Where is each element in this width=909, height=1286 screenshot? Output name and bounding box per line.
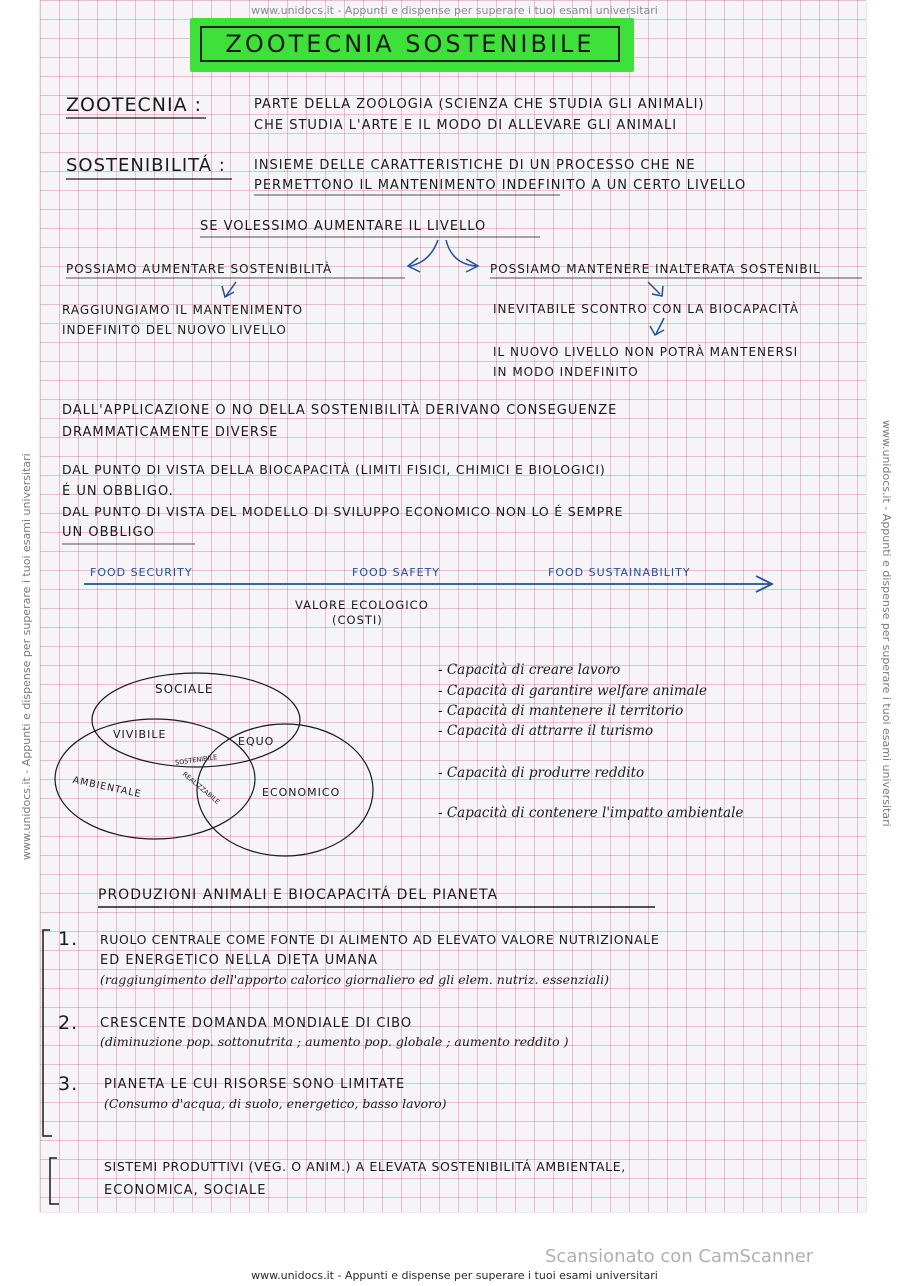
venn-label-realizzabile: REALIZZABILE [180, 770, 222, 806]
item3-line2: (Consumo d'acqua, di suolo, energetico, basso lavoro) [104, 1096, 447, 1111]
timeline-item-food-sustainability: FOOD SUSTAINABILITY [548, 566, 691, 579]
left-result-line1: RAGGIUNGIAMO IL MANTENIMENTO [62, 303, 304, 317]
last-line1: SISTEMI PRODUTTIVI (VEG. O ANIM.) A ELEVATA SOSTENIBILITÁ AMBIENTALE, [104, 1159, 626, 1174]
item3-line1: PIANETA LE CUI RISORSE SONO LIMITATE [104, 1077, 406, 1092]
item1-line1: RUOLO CENTRALE COME FONTE DI ALIMENTO AD ELEVATO VALORE NUTRIZIONALE [100, 932, 660, 947]
capacity-item: - Capacità di contenere l'impatto ambientale [438, 805, 744, 821]
branch-right: POSSIAMO MANTENERE INALTERATA SOSTENIBIL [490, 262, 821, 276]
bracket-list [43, 930, 52, 1136]
zootecnia-def-line1: PARTE DELLA ZOOLOGIA (SCIENZA CHE STUDIA GLI ANIMALI) [254, 97, 705, 112]
capacity-item: - Capacità di creare lavoro [438, 662, 621, 678]
capacity-item: - Capacità di garantire welfare animale [438, 683, 708, 699]
consequence-line2: DRAMMATICAMENTE DIVERSE [62, 425, 279, 440]
right-result-line3: IN MODO INDEFINITO [493, 365, 639, 379]
sostenibilita-def-line1: INSIEME DELLE CARATTERISTICHE DI UN PROCESSO CHE NE [254, 158, 696, 173]
capacity-item: - Capacità di attrarre il turismo [438, 723, 654, 739]
timeline-item-food-safety: FOOD SAFETY [352, 566, 441, 579]
watermark-right: www.unidocs.it - Appunti e dispense per superare i tuoi esami universitari [880, 420, 893, 827]
venn-label-ambientale: AMBIENTALE [71, 774, 143, 801]
zootecnia-term: ZOOTECNIA : [66, 94, 203, 116]
venn-label-sociale: SOCIALE [155, 682, 214, 696]
biocapacity-line2: É UN OBBLIGO. [62, 484, 174, 499]
item3-number: 3. [58, 1073, 79, 1095]
item2-line2: (diminuzione pop. sottonutrita ; aumento pop. globale ; aumento reddito ) [100, 1034, 569, 1049]
venn-label-vivibile: VIVIBILE [113, 728, 167, 741]
arrow-down-right1 [648, 282, 660, 294]
timeline-below-line1: VALORE ECOLOGICO [295, 598, 429, 612]
economic-line2: UN OBBLIGO [62, 525, 155, 540]
capacity-item: - Capacità di produrre reddito [438, 765, 645, 781]
right-result-line1: INEVITABILE SCONTRO CON LA BIOCAPACITÀ [493, 302, 800, 316]
economic-line1: DAL PUNTO DI VISTA DEL MODELLO DI SVILUPPO ECONOMICO NON LO É SEMPRE [62, 504, 624, 519]
sostenibilita-def-line2: PERMETTONO IL MANTENIMENTO INDEFINITO A UN CERTO LIVELLO [254, 178, 747, 193]
venn-label-equo: EQUO [238, 735, 275, 748]
timeline-item-food-security: FOOD SECURITY [90, 566, 193, 579]
biocapacity-line1: DAL PUNTO DI VISTA DELLA BIOCAPACITÀ (LIMITI FISICI, CHIMICI E BIOLOGICI) [62, 462, 606, 477]
scanner-mark: Scansionato con CamScanner [545, 1246, 814, 1267]
item1-number: 1. [58, 928, 79, 950]
venn-circle-ambientale [55, 719, 255, 839]
right-result-line2: IL NUOVO LIVELLO NON POTRÀ MANTENERSI [493, 345, 799, 359]
consequence-line1: DALL'APPLICAZIONE O NO DELLA SOSTENIBILITÀ DERIVANO CONSEGUENZE [62, 403, 618, 418]
venn-label-sostenibile: SOSTENIBILE [174, 753, 218, 767]
watermark-bottom: www.unidocs.it - Appunti e dispense per superare i tuoi esami universitari [251, 1269, 658, 1282]
page-title: ZOOTECNIA SOSTENIBILE [200, 26, 620, 62]
bracket-last [50, 1158, 59, 1204]
left-result-line2: INDEFINITO DEL NUOVO LIVELLO [62, 323, 287, 337]
item2-line1: CRESCENTE DOMANDA MONDIALE DI CIBO [100, 1016, 413, 1031]
last-line2: ECONOMICA, SOCIALE [104, 1183, 267, 1198]
section2-title: PRODUZIONI ANIMALI E BIOCAPACITÁ DEL PIANETA [98, 887, 499, 903]
timeline-below-line2: (COSTI) [332, 613, 383, 627]
venn-circle-sociale [92, 673, 300, 767]
zootecnia-def-line2: CHE STUDIA L'ARTE E IL MODO DI ALLEVARE GLI ANIMALI [254, 118, 678, 133]
item1-line2: ED ENERGETICO NELLA DIETA UMANA [100, 953, 379, 968]
venn-label-economico: ECONOMICO [262, 786, 341, 799]
item2-number: 2. [58, 1012, 79, 1034]
watermark-left: www.unidocs.it - Appunti e dispense per superare i tuoi esami universitari [20, 453, 33, 860]
branch-left: POSSIAMO AUMENTARE SOSTENIBILITÀ [66, 262, 333, 276]
arrow-left-curve [410, 240, 438, 266]
item1-line3: (raggiungimento dell'apporto calorico giornaliero ed gli elem. nutriz. essenziali) [100, 972, 610, 987]
capacity-item: - Capacità di mantenere il territorio [438, 703, 684, 719]
branch-question: SE VOLESSIMO AUMENTARE IL LIVELLO [200, 219, 487, 234]
sostenibilita-term: SOSTENIBILITÁ : [66, 155, 226, 176]
watermark-top: www.unidocs.it - Appunti e dispense per superare i tuoi esami universitari [251, 4, 658, 17]
